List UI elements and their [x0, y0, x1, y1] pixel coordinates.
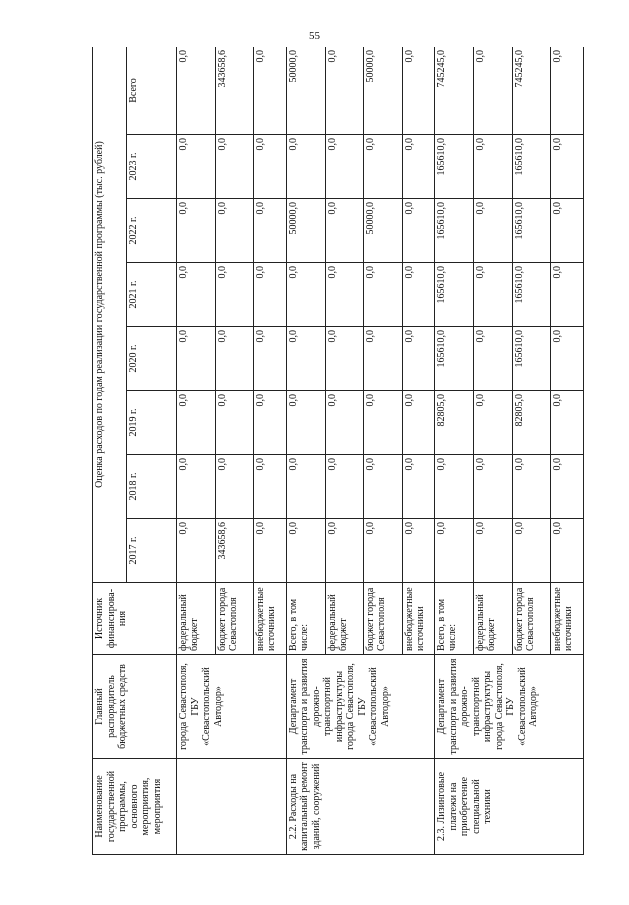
total-cell: 0,0 — [325, 47, 364, 135]
value-cell: 0,0 — [364, 391, 403, 455]
value-cell: 0,0 — [364, 135, 403, 199]
value-cell: 0,0 — [551, 519, 584, 583]
value-cell: 0,0 — [551, 327, 584, 391]
value-cell: 50000,0 — [286, 199, 325, 263]
value-cell: 165610,0 — [435, 135, 474, 199]
value-cell: 0,0 — [177, 327, 216, 391]
source-cell: бюджет города Севастополя — [512, 583, 551, 655]
total-cell: 745245,0 — [435, 47, 474, 135]
header-year: 2023 г. — [127, 135, 177, 199]
value-cell: 0,0 — [254, 519, 287, 583]
value-cell: 0,0 — [402, 199, 435, 263]
value-cell: 0,0 — [474, 135, 513, 199]
value-cell: 0,0 — [254, 199, 287, 263]
value-cell: 0,0 — [286, 391, 325, 455]
value-cell: 0,0 — [474, 263, 513, 327]
value-cell: 0,0 — [215, 263, 254, 327]
value-cell: 0,0 — [474, 455, 513, 519]
value-cell: 165610,0 — [435, 327, 474, 391]
value-cell: 0,0 — [177, 263, 216, 327]
admin-cell: Департамент транспорта и развития дорожно-транспортной инфраструктуры города Севастополя, ГБУ «Севастопольский Автодор» — [286, 655, 435, 759]
header-year: 2022 г. — [127, 199, 177, 263]
value-cell: 0,0 — [286, 455, 325, 519]
value-cell: 0,0 — [474, 519, 513, 583]
value-cell: 0,0 — [364, 519, 403, 583]
value-cell: 50000,0 — [364, 199, 403, 263]
source-cell: внебюджетные источники — [402, 583, 435, 655]
measure-name-cell: 2.2. Расходы на капитальный ремонт зданий, сооружений — [286, 759, 435, 855]
value-cell: 82805,0 — [512, 391, 551, 455]
source-cell: Всего, в том числе: — [286, 583, 325, 655]
value-cell: 0,0 — [551, 391, 584, 455]
table-row — [435, 47, 474, 855]
value-cell: 0,0 — [325, 519, 364, 583]
value-cell: 0,0 — [402, 327, 435, 391]
admin-cell: Департамент транспорта и развития дорожно-транспортной инфраструктуры города Севастополя, ГБУ «Севастопольский Автодор» — [435, 655, 584, 759]
header-name: Наименование государственной программы, основного мероприятия, мероприятия — [93, 759, 177, 855]
header-year: 2019 г. — [127, 391, 177, 455]
header-year: 2020 г. — [127, 327, 177, 391]
header-group: Оценка расходов по годам реализации государственной программы (тыс. рублей) — [93, 47, 127, 583]
value-cell: 0,0 — [286, 135, 325, 199]
value-cell: 0,0 — [325, 327, 364, 391]
value-cell: 0,0 — [512, 519, 551, 583]
value-cell: 165610,0 — [512, 327, 551, 391]
header-total: Всего — [127, 47, 177, 135]
value-cell: 165610,0 — [512, 135, 551, 199]
source-cell: федеральный бюджет — [177, 583, 216, 655]
value-cell: 0,0 — [364, 327, 403, 391]
value-cell: 0,0 — [435, 455, 474, 519]
value-cell: 0,0 — [254, 455, 287, 519]
rotated-table-container — [92, 47, 584, 855]
value-cell: 0,0 — [435, 519, 474, 583]
header-year: 2021 г. — [127, 263, 177, 327]
value-cell: 0,0 — [254, 135, 287, 199]
value-cell: 0,0 — [474, 327, 513, 391]
table-row — [177, 47, 216, 855]
source-cell: внебюджетные источники — [551, 583, 584, 655]
value-cell: 0,0 — [551, 263, 584, 327]
header-admin: Главный распорядитель бюджетных средств — [93, 655, 177, 759]
value-cell: 0,0 — [254, 327, 287, 391]
value-cell: 165610,0 — [512, 263, 551, 327]
value-cell: 0,0 — [325, 263, 364, 327]
value-cell: 343658,6 — [215, 519, 254, 583]
value-cell: 0,0 — [402, 391, 435, 455]
value-cell: 0,0 — [254, 263, 287, 327]
source-cell: федеральный бюджет — [325, 583, 364, 655]
total-cell: 0,0 — [402, 47, 435, 135]
value-cell: 0,0 — [325, 135, 364, 199]
table-row — [286, 47, 325, 855]
value-cell: 0,0 — [364, 455, 403, 519]
value-cell: 165610,0 — [512, 199, 551, 263]
value-cell: 0,0 — [551, 135, 584, 199]
admin-cell: города Севастополя, ГБУ «Севастопольский Автодор» — [177, 655, 287, 759]
value-cell: 0,0 — [551, 199, 584, 263]
value-cell: 165610,0 — [435, 263, 474, 327]
value-cell: 0,0 — [215, 135, 254, 199]
total-cell: 0,0 — [177, 47, 216, 135]
value-cell: 0,0 — [254, 391, 287, 455]
total-cell: 50000,0 — [286, 47, 325, 135]
total-cell: 0,0 — [551, 47, 584, 135]
value-cell: 0,0 — [177, 519, 216, 583]
value-cell: 82805,0 — [435, 391, 474, 455]
source-cell: Всего, в том числе: — [435, 583, 474, 655]
source-cell: федеральный бюджет — [474, 583, 513, 655]
measure-name-cell — [177, 759, 287, 855]
header-year: 2018 г. — [127, 455, 177, 519]
value-cell: 0,0 — [177, 135, 216, 199]
value-cell: 0,0 — [364, 263, 403, 327]
value-cell: 0,0 — [325, 199, 364, 263]
source-cell: бюджет города Севастополя — [364, 583, 403, 655]
total-cell: 0,0 — [474, 47, 513, 135]
value-cell: 0,0 — [286, 327, 325, 391]
source-cell: бюджет города Севастополя — [215, 583, 254, 655]
value-cell: 0,0 — [215, 199, 254, 263]
header-year: 2017 г. — [127, 519, 177, 583]
rotated-table — [92, 47, 584, 855]
value-cell: 0,0 — [325, 391, 364, 455]
source-cell: внебюджетные источники — [254, 583, 287, 655]
value-cell: 165610,0 — [435, 199, 474, 263]
value-cell: 0,0 — [177, 455, 216, 519]
value-cell: 0,0 — [177, 391, 216, 455]
value-cell: 0,0 — [215, 391, 254, 455]
page-number: 55 — [309, 30, 320, 42]
table-body — [177, 47, 584, 855]
value-cell: 0,0 — [215, 455, 254, 519]
value-cell: 0,0 — [551, 455, 584, 519]
total-cell: 745245,0 — [512, 47, 551, 135]
value-cell: 0,0 — [286, 263, 325, 327]
budget-table — [92, 47, 584, 855]
value-cell: 0,0 — [286, 519, 325, 583]
total-cell: 50000,0 — [364, 47, 403, 135]
value-cell: 0,0 — [215, 327, 254, 391]
value-cell: 0,0 — [325, 455, 364, 519]
measure-name-cell: 2.3. Лизинговые платежи на приобретение специальной техники — [435, 759, 584, 855]
header-source: Источник финансирова-ния — [93, 583, 177, 655]
value-cell: 0,0 — [402, 263, 435, 327]
value-cell: 0,0 — [474, 391, 513, 455]
value-cell: 0,0 — [402, 519, 435, 583]
value-cell: 0,0 — [512, 455, 551, 519]
total-cell: 0,0 — [254, 47, 287, 135]
value-cell: 0,0 — [474, 199, 513, 263]
total-cell: 343658,6 — [215, 47, 254, 135]
value-cell: 0,0 — [177, 199, 216, 263]
value-cell: 0,0 — [402, 455, 435, 519]
value-cell: 0,0 — [402, 135, 435, 199]
